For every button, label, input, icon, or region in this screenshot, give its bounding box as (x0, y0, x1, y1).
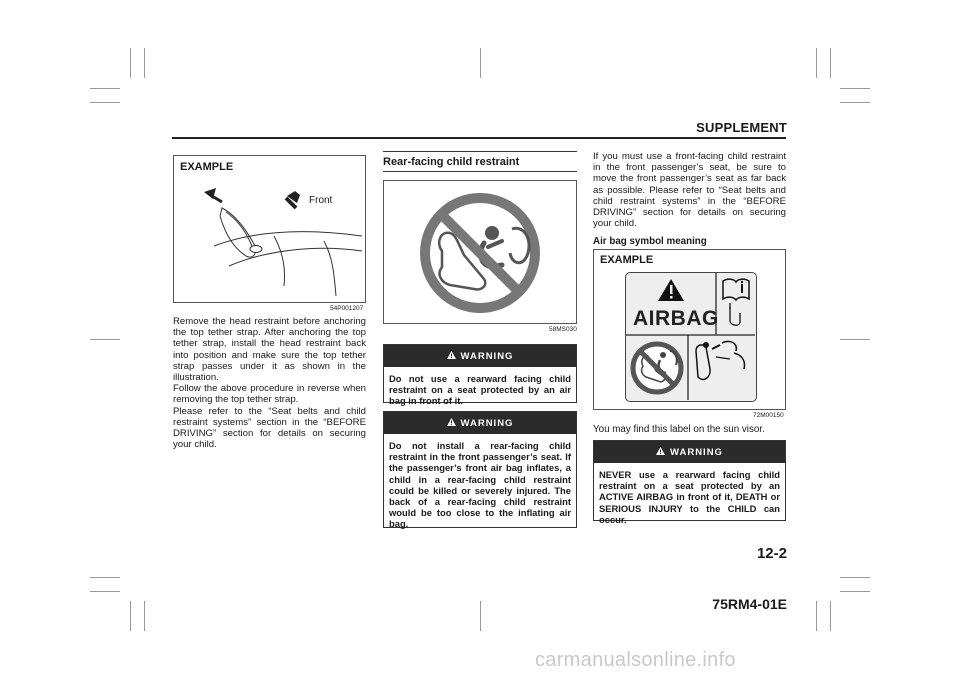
warning-triangle-icon (658, 279, 684, 301)
warning-header (384, 412, 576, 434)
sun-visor-caption: You may find this label on the sun visor. (593, 424, 765, 435)
warning-triangle-icon (447, 418, 456, 429)
warning-title: WARNING (670, 446, 723, 458)
figure-code: 58MS030 (549, 326, 577, 333)
watermark: carmanualsonline.info (535, 649, 736, 671)
warning-title: WARNING (460, 417, 514, 429)
warning-text: NEVER use a rearward facing child restraint on a seat protected by an ACTIVE AIRBAG in front of it, DEATH or SERIOUS INJURY to the CHILD can occur. (599, 469, 780, 525)
tether-strap-illustration (174, 156, 365, 302)
airbag-warning-label (625, 272, 757, 402)
front-label: Front (309, 195, 333, 206)
tether-instructions (173, 316, 366, 450)
front-facing-instructions: If you must use a front-facing child restraint in the front passenger’s seat, be sure to move the front passenger’s seat as far back as possible. Please refer to “Seat belts and child restraint systems” in the “BEFORE DRIVING” section for details on securing your child. (593, 151, 786, 230)
section-title: SUPPLEMENT (696, 120, 787, 135)
airbag-label-figure (593, 249, 786, 410)
section-heading: Rear-facing child restraint (383, 156, 520, 168)
figure-code: 72M00150 (753, 412, 784, 419)
airbag-label-artwork (626, 273, 755, 400)
paragraph: Remove the head restraint before anchoring the top tether strap. After anchoring the top tether strap, install the head restraint back into position and make sure the top tether strap passes under it as shown in the illustration. (173, 316, 366, 384)
no-rear-facing-figure (383, 180, 577, 324)
tether-figure (173, 155, 366, 303)
warning-box (593, 440, 786, 525)
warning-header (384, 345, 576, 367)
warning-text: Do not use a rearward facing child restraint on a seat protected by an air bag in front of it. (389, 373, 571, 407)
figure-label: EXAMPLE (600, 254, 654, 266)
figure-label: EXAMPLE (180, 161, 234, 173)
subheading: Air bag symbol meaning (593, 236, 707, 247)
airbag-deploy-icon (696, 341, 745, 379)
warning-title: WARNING (460, 350, 514, 362)
warning-header (594, 441, 785, 463)
warning-box (383, 344, 577, 407)
warning-triangle-icon (447, 351, 456, 362)
header-rule (172, 137, 786, 139)
warning-box (383, 411, 577, 528)
manual-icon (723, 279, 749, 325)
figure-code: 54P001207 (330, 305, 364, 312)
section-top-rule (383, 151, 577, 152)
warning-triangle-icon (656, 447, 665, 458)
warning-text: Do not install a rear-facing child restraint in the front passenger’s seat. If the passenger’s front air bag inflates, a child in a rear-facing child restraint could be killed or severely injured. The back of a rear-facing child restraint would be too close to the inflating air bag. (389, 440, 571, 530)
airbag-text: AIRBAG (633, 307, 719, 330)
paragraph: Please refer to the “Seat belts and child restraint systems” section in the “BEFORE DRIVING” section for details on securing your child. (173, 405, 366, 451)
page-number: 12-2 (756, 545, 787, 562)
front-arrow-icon (286, 191, 300, 208)
paragraph: Follow the above procedure in reverse when removing the top tether strap. (173, 383, 366, 406)
prohibition-icon (384, 181, 576, 323)
section-bottom-rule (383, 171, 577, 172)
no-rear-facing-seat-icon (633, 344, 681, 392)
document-code: 75RM4-01E (712, 596, 787, 612)
